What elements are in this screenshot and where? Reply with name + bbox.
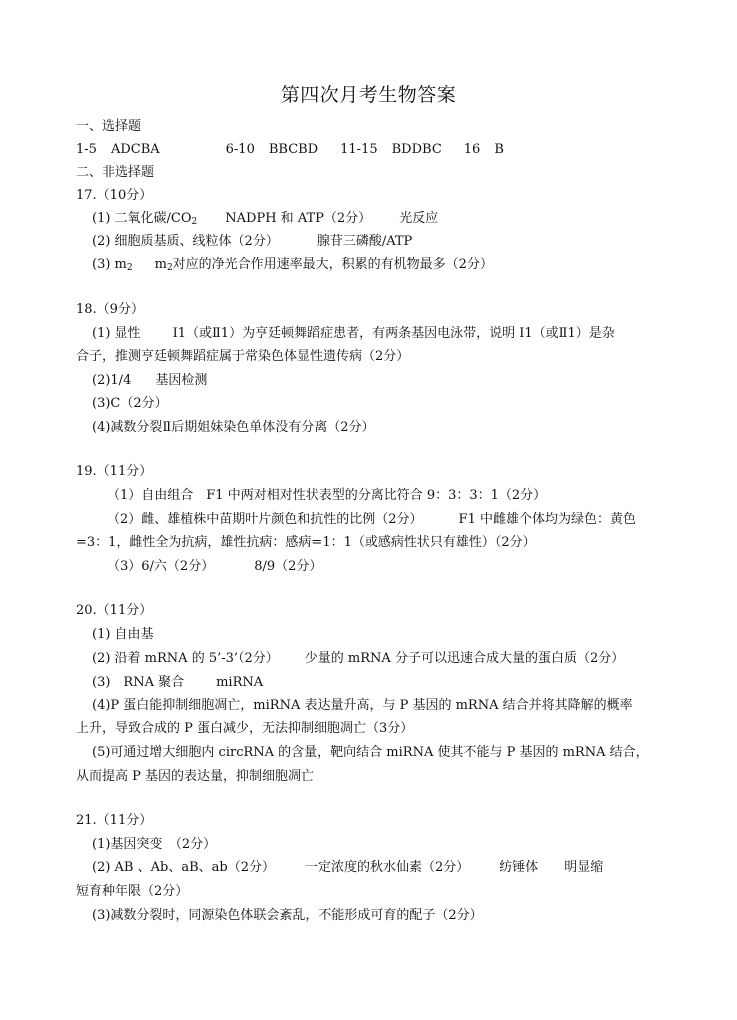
- q17-heading: 17.（10分）: [76, 188, 153, 203]
- q21-part2-a: (2) AB 、Ab、aB、ab（2分）: [92, 860, 275, 875]
- choice-answers-3: BDDBC: [391, 142, 442, 157]
- q21-part1: (1)基因突变 （2分）: [92, 837, 217, 852]
- q20-part2-b: 少量的 mRNA 分子可以迅速合成大量的蛋白质（2分）: [304, 651, 625, 666]
- q17-part3: [92, 256, 493, 274]
- q18-part2-a: (2)1/4: [92, 373, 132, 388]
- choice-range-2: 6-10: [225, 142, 255, 157]
- q21-heading: 21.（11分）: [76, 813, 153, 828]
- q17-part2: [92, 233, 412, 251]
- q20-part3-a: (3) RNA 聚合: [92, 675, 185, 690]
- q20-part1: (1) 自由基: [92, 627, 154, 642]
- q18-part2-b: 基因检测: [155, 373, 208, 388]
- choice-answers-1: ADCBA: [110, 142, 160, 157]
- q19-part3: [107, 558, 322, 576]
- page-title: 第四次月考生物答案: [280, 84, 457, 106]
- q18-part1: [92, 325, 615, 343]
- q20-part3-b: miRNA: [216, 675, 264, 690]
- q19-part2: [107, 511, 636, 529]
- q18-part1-cont: 合子，推测亨廷顿舞蹈症属于常染色体显性遗传病（2分）: [76, 349, 410, 364]
- choice-range-3: 11-15: [340, 142, 378, 157]
- choice-section-heading: 一、选择题: [76, 119, 142, 134]
- q18-part1-a: (1) 显性: [92, 326, 141, 341]
- q18-heading: 18.（9分）: [76, 302, 144, 317]
- q17-part1-c: 光反应: [399, 211, 439, 226]
- q20-part4-cont: 上升，导致合成的 P 蛋白减少，无法抑制细胞凋亡（3分）: [76, 721, 414, 736]
- q18-part1-b: I1（或Ⅱ1）为亨廷顿舞蹈症患者，有两条基因电泳带，说明 I1（或Ⅱ1）是杂: [172, 326, 615, 341]
- q18-part4: (4)减数分裂Ⅱ后期姐妹染色单体没有分离（2分）: [92, 420, 375, 435]
- q19-part3-a: （3）6/六（2分）: [107, 559, 215, 574]
- q17-part1: [92, 210, 438, 228]
- q21-part3: (3)减数分裂时，同源染色体联会紊乱，不能形成可育的配子（2分）: [92, 908, 483, 923]
- choice-answers-4: B: [494, 142, 504, 157]
- q19-heading: 19.（11分）: [76, 464, 153, 479]
- q18-part2: [92, 372, 207, 390]
- q17-part1-b: NADPH 和 ATP（2分）: [225, 211, 372, 226]
- q20-part2: [92, 650, 624, 668]
- q17-part2-b: 腺苷三磷酸/ATP: [316, 234, 413, 249]
- q20-part5: (5)可通过增大细胞内 circRNA 的含量，靶向结合 miRNA 使其不能与 P 基因的 mRNA 结合，: [92, 745, 649, 760]
- nonchoice-section-heading: 二、非选择题: [76, 165, 155, 180]
- q17-part3-a: (3) m: [92, 257, 127, 272]
- q20-part4: (4)P 蛋白能抑制细胞凋亡，miRNA 表达量升高，与 P 基因的 mRNA 结合并将其降解的概率: [92, 698, 633, 713]
- q18-part3: (3)C（2分）: [92, 396, 168, 411]
- q19-part2-cont: =3：1，雌性全为抗病，雄性抗病：感病=1：1（或感病性状只有雄性）（2分）: [76, 535, 536, 550]
- q20-heading: 20.（11分）: [76, 603, 153, 618]
- choice-answers-row: [76, 141, 504, 159]
- q21-part2-cont: 短育种年限（2分）: [76, 884, 189, 899]
- q20-part3: [92, 674, 263, 692]
- q17-part3-b-sub: 2: [166, 263, 173, 273]
- q21-part2-b: 一定浓度的秋水仙素（2分）: [304, 860, 470, 875]
- choice-answers-2: BBCBD: [268, 142, 319, 157]
- q21-part2-c: 纺锤体: [499, 860, 539, 875]
- q19-part2-b: F1 中雌雄个体均为绿色：黄色: [458, 512, 636, 527]
- q19-part1: （1）自由组合 F1 中两对相对性状表型的分离比符合 9：3：3：1（2分）: [107, 488, 547, 503]
- q17-part2-a: (2) 细胞质基质、线粒体（2分）: [92, 234, 279, 249]
- q17-part3-c: 对应的净光合作用速率最大，积累的有机物最多（2分）: [172, 257, 493, 272]
- q21-part2-d: 明显缩: [564, 860, 604, 875]
- q19-part3-b: 8/9（2分）: [254, 559, 323, 574]
- q20-part5-cont: 从而提高 P 基因的表达量，抑制细胞凋亡: [76, 769, 315, 784]
- q21-part2: [92, 859, 603, 877]
- q17-part3-a-sub: 2: [126, 263, 133, 273]
- choice-range-1: 1-5: [76, 142, 97, 157]
- choice-range-4: 16: [463, 142, 481, 157]
- q17-part3-b: m: [154, 257, 167, 272]
- q17-part1-a: (1) 二氧化碳/CO: [92, 211, 192, 226]
- q17-part1-a-sub: 2: [191, 217, 198, 227]
- q20-part2-a: (2) 沿着 mRNA 的 5’-3’（2分）: [92, 651, 279, 666]
- q19-part2-a: （2）雌、雄植株中苗期叶片颜色和抗性的比例（2分）: [107, 512, 423, 527]
